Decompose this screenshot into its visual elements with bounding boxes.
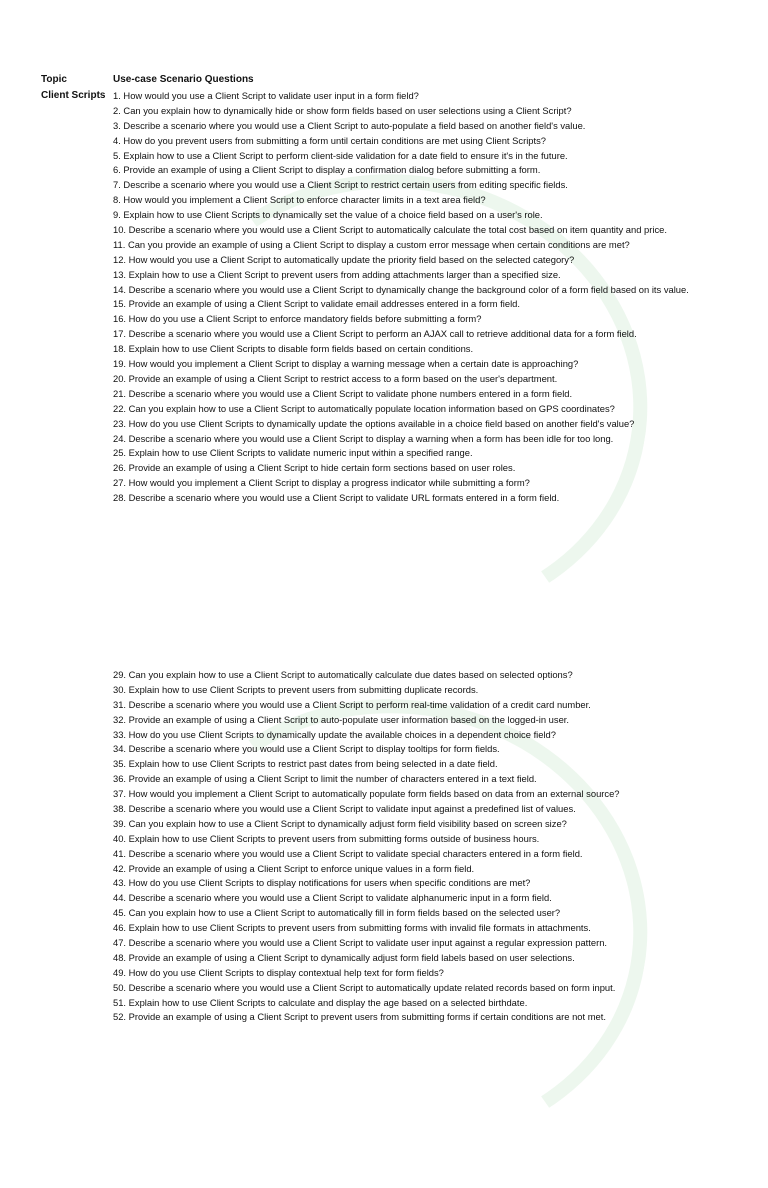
questions-column-header: Use-case Scenario Questions [113, 74, 254, 85]
question-item: 47. Describe a scenario where you would use a Client Script to validate user input against a regular expression pattern. [113, 937, 608, 949]
question-item: 33. How do you use Client Scripts to dynamically update the available choices in a dependent choice field? [113, 728, 556, 740]
question-item: 38. Describe a scenario where you would use a Client Script to validate input against a predefined list of values. [113, 803, 576, 815]
question-item: 37. How would you implement a Client Script to automatically populate form fields based on data from an external source? [113, 788, 620, 800]
question-item: 30. Explain how to use Client Scripts to prevent users from submitting duplicate records. [113, 683, 479, 695]
question-item: 29. Can you explain how to use a Client Script to automatically calculate due dates based on selected options? [113, 669, 573, 680]
question-list-block-1 [113, 89, 713, 506]
question-item: 23. How do you use Client Scripts to dynamically update the options available in a choice field based on another field's value? [113, 417, 635, 429]
question-item: 16. How do you use a Client Script to enforce mandatory fields before submitting a form? [113, 313, 482, 325]
question-item: 35. Explain how to use Client Scripts to restrict past dates from being selected in a date field. [113, 758, 498, 770]
question-item: 15. Provide an example of using a Client Script to validate email addresses entered in a form field. [113, 298, 520, 310]
question-item: 40. Explain how to use Client Scripts to prevent users from submitting forms outside of business hours. [113, 832, 540, 844]
question-item: 26. Provide an example of using a Client Script to hide certain form sections based on user roles. [113, 462, 516, 474]
question-list-block-2 [113, 668, 713, 1025]
question-item: 25. Explain how to use Client Scripts to validate numeric input within a specified range. [113, 447, 473, 459]
topic-column-header: Topic [41, 74, 67, 85]
question-item: 50. Describe a scenario where you would use a Client Script to automatically update related records based on form input. [113, 981, 616, 993]
question-item: 9. Explain how to use Client Scripts to dynamically set the value of a choice field based on a user's role. [113, 209, 543, 221]
question-item: 31. Describe a scenario where you would use a Client Script to perform real-time validation of a credit card number. [113, 698, 591, 710]
question-item: 52. Provide an example of using a Client Script to prevent users from submitting forms if certain conditions are not met. [113, 1011, 606, 1023]
question-item: 45. Can you explain how to use a Client Script to automatically fill in form fields based on the selected user? [113, 907, 561, 919]
topic-label: Client Scripts [41, 90, 106, 101]
question-item: 13. Explain how to use a Client Script to prevent users from adding attachments larger than a specified size. [113, 268, 561, 280]
question-item: 27. How would you implement a Client Script to display a progress indicator while submitting a form? [113, 477, 530, 489]
question-item: 43. How do you use Client Scripts to display notifications for users when specific conditions are met? [113, 877, 531, 889]
question-item: 3. Describe a scenario where you would use a Client Script to auto-populate a field based on another field's value. [113, 119, 586, 131]
question-item: 14. Describe a scenario where you would use a Client Script to dynamically change the background color of a form field based on its value. [113, 283, 689, 295]
question-item: 44. Describe a scenario where you would use a Client Script to validate alphanumeric input in a form field. [113, 892, 552, 904]
question-item: 39. Can you explain how to use a Client Script to dynamically adjust form field visibility based on screen size? [113, 817, 567, 829]
question-item: 1. How would you use a Client Script to validate user input in a form field? [113, 90, 419, 101]
question-item: 2. Can you explain how to dynamically hide or show form fields based on user selections using a Client Script? [113, 104, 572, 116]
question-item: 20. Provide an example of using a Client Script to restrict access to a form based on the user's department. [113, 372, 558, 384]
question-item: 34. Describe a scenario where you would use a Client Script to display tooltips for form fields. [113, 743, 500, 755]
question-item: 41. Describe a scenario where you would use a Client Script to validate special characters entered in a form field. [113, 847, 583, 859]
question-item: 19. How would you implement a Client Script to display a warning message when a certain date is approaching? [113, 358, 579, 370]
question-item: 24. Describe a scenario where you would use a Client Script to display a warning when a form has been idle for too long. [113, 432, 614, 444]
question-item: 42. Provide an example of using a Client Script to enforce unique values in a form field. [113, 862, 475, 874]
question-item: 32. Provide an example of using a Client Script to auto-populate user information based on the logged-in user. [113, 713, 570, 725]
question-item: 49. How do you use Client Scripts to display contextual help text for form fields? [113, 966, 444, 978]
question-item: 10. Describe a scenario where you would use a Client Script to automatically calculate the total cost based on item quantity and price. [113, 224, 667, 236]
question-item: 51. Explain how to use Client Scripts to calculate and display the age based on a selected birthdate. [113, 996, 528, 1008]
question-item: 46. Explain how to use Client Scripts to prevent users from submitting forms with invalid file formats in attachments. [113, 922, 591, 934]
question-item: 28. Describe a scenario where you would use a Client Script to validate URL formats entered in a form field. [113, 492, 560, 504]
question-item: 4. How do you prevent users from submitting a form until certain conditions are met using Client Scripts? [113, 134, 547, 146]
question-item: 36. Provide an example of using a Client Script to limit the number of characters entered in a text field. [113, 773, 537, 785]
question-item: 6. Provide an example of using a Client Script to display a confirmation dialog before submitting a form. [113, 164, 541, 176]
question-item: 11. Can you provide an example of using a Client Script to display a custom error message when certain conditions are met? [113, 238, 630, 250]
question-item: 21. Describe a scenario where you would use a Client Script to validate phone numbers entered in a form field. [113, 387, 573, 399]
question-item: 8. How would you implement a Client Script to enforce character limits in a text area field? [113, 194, 486, 206]
question-item: 18. Explain how to use Client Scripts to disable form fields based on certain conditions. [113, 343, 474, 355]
question-item: 17. Describe a scenario where you would use a Client Script to perform an AJAX call to retrieve additional data for a form field. [113, 328, 637, 340]
question-item: 7. Describe a scenario where you would use a Client Script to restrict certain users from editing specific fields. [113, 179, 568, 191]
question-item: 22. Can you explain how to use a Client Script to automatically populate location information based on GPS coordinates? [113, 402, 615, 414]
question-item: 12. How would you use a Client Script to automatically update the priority field based on the selected category? [113, 253, 575, 265]
question-item: 5. Explain how to use a Client Script to perform client-side validation for a date field to ensure it's in the future. [113, 149, 568, 161]
question-item: 48. Provide an example of using a Client Script to dynamically adjust form field labels based on user selections. [113, 951, 575, 963]
